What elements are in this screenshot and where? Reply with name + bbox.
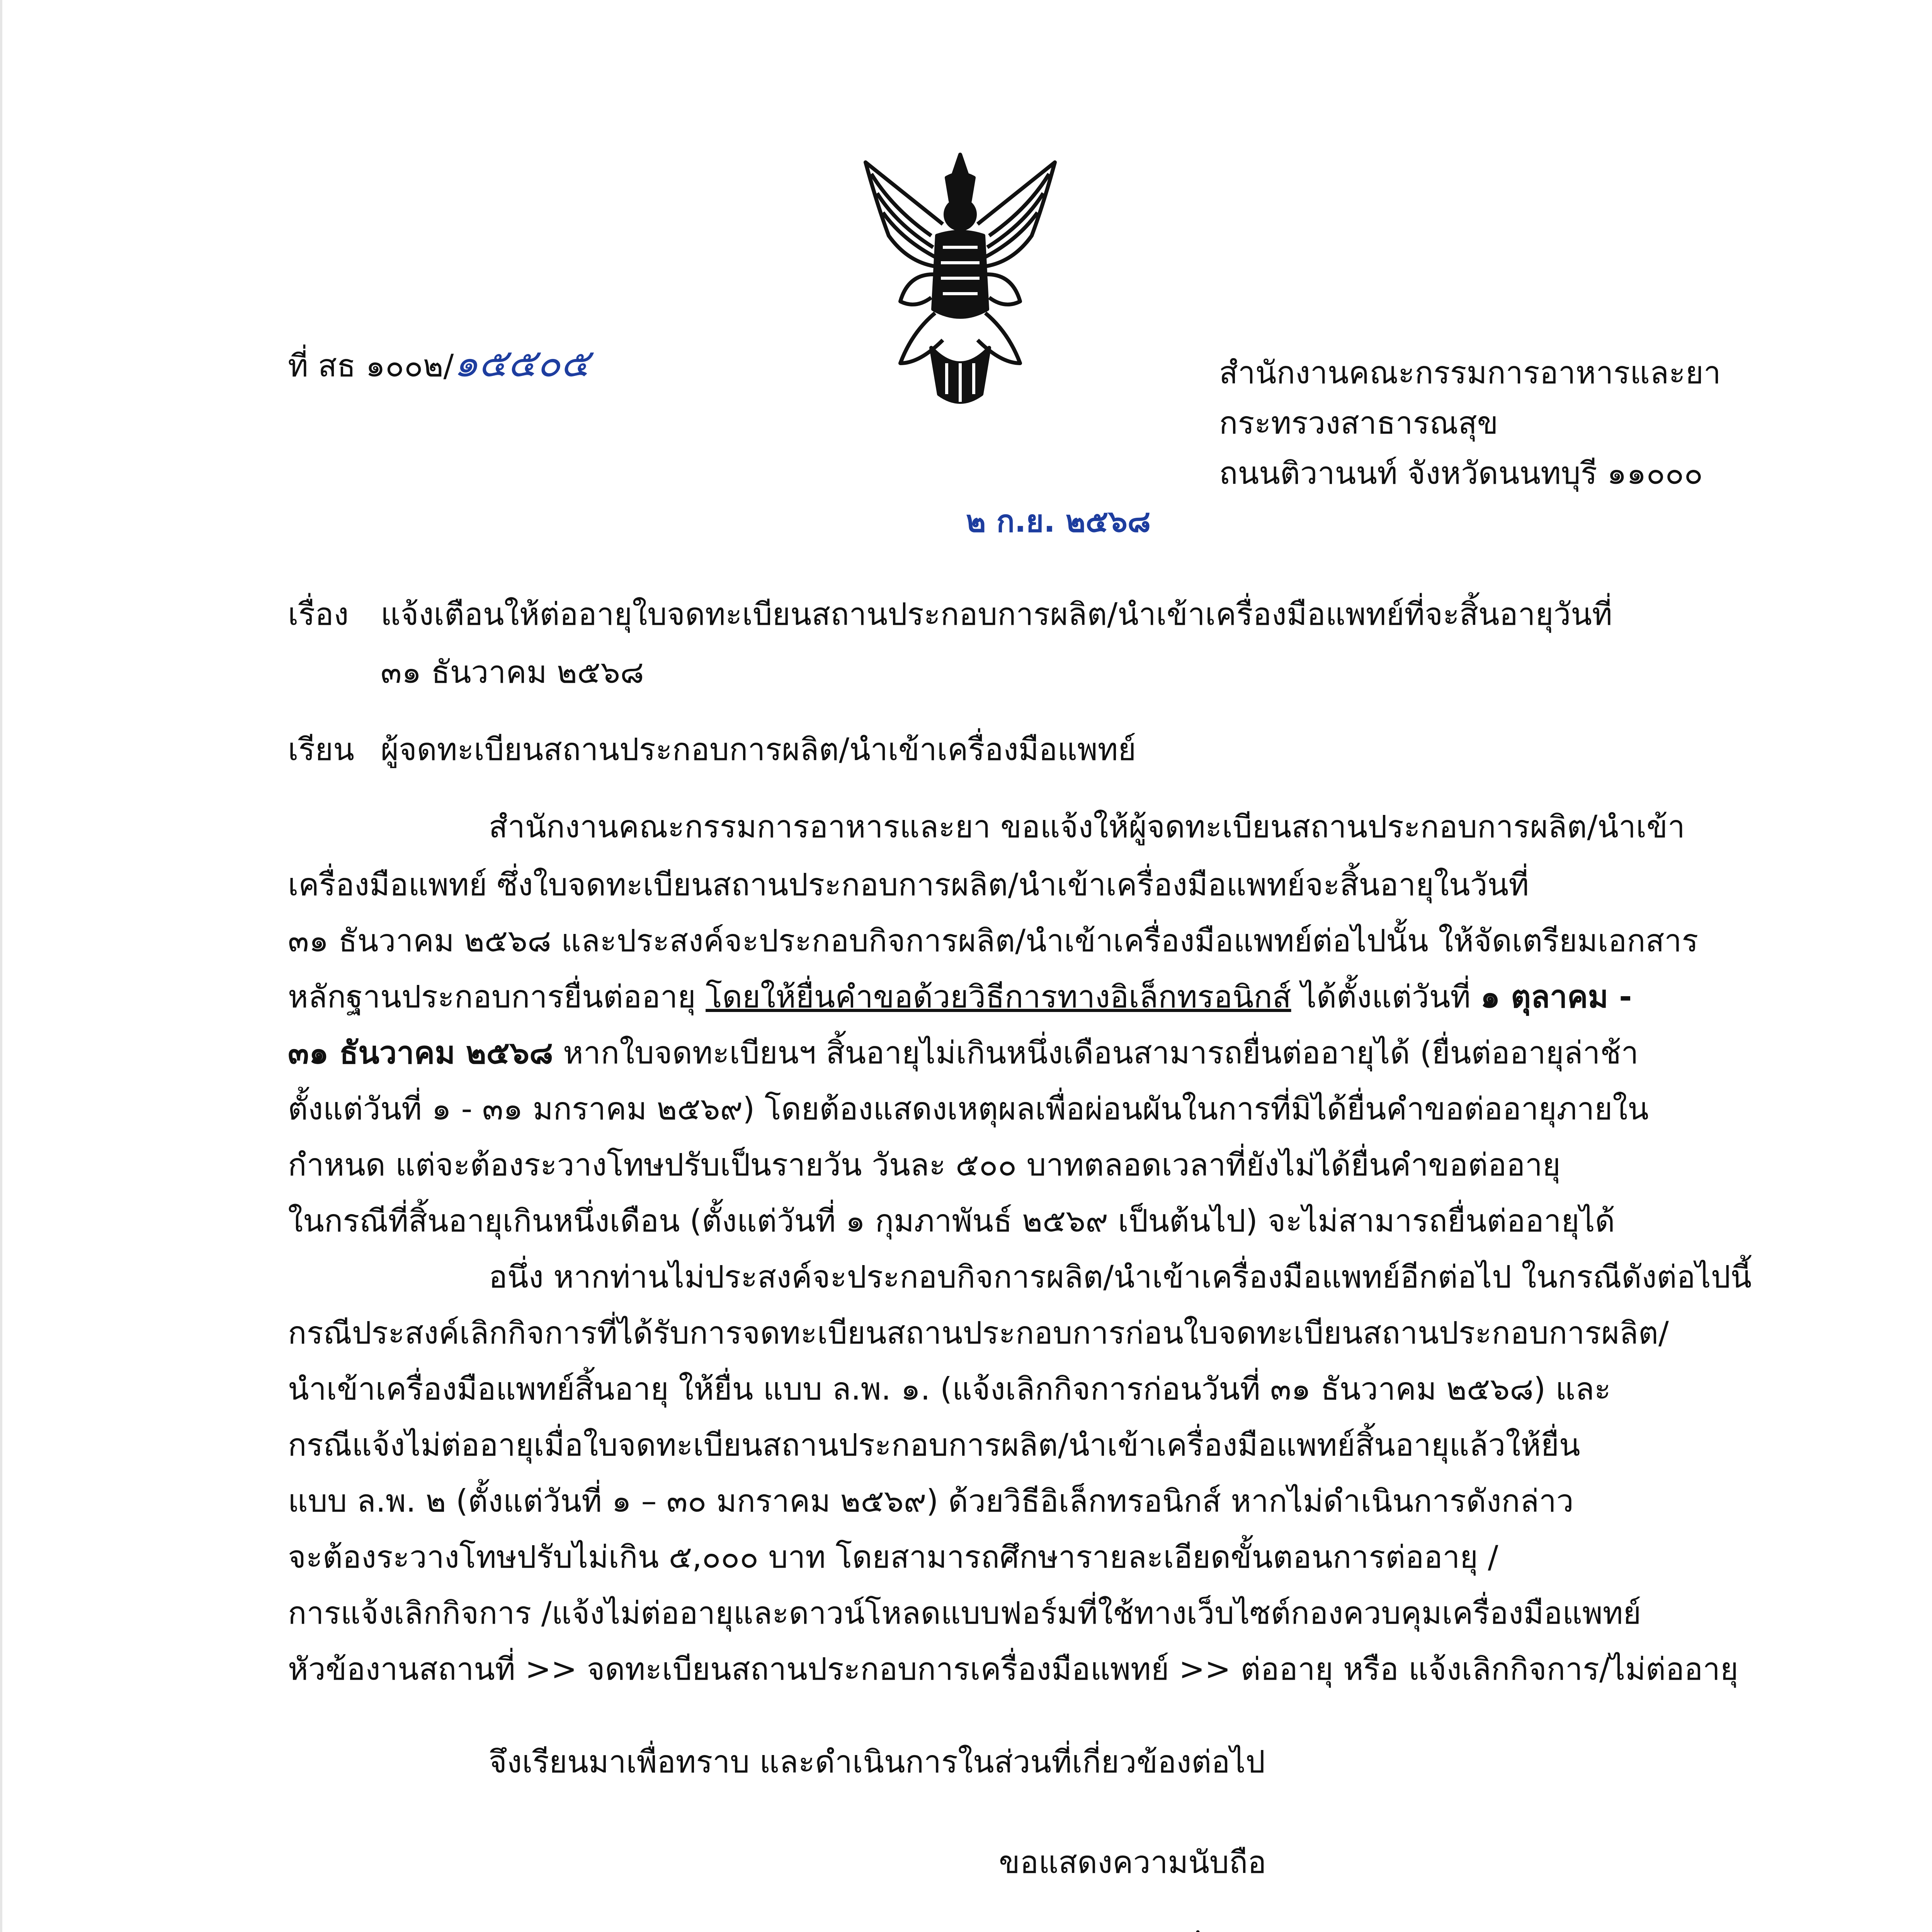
agency-name: สำนักงานคณะกรรมการอาหารและยา [1219,355,1721,391]
body-p1-line-4 [288,974,1632,1020]
body-p2-line-5: แบบ ล.พ. ๒ (ตั้งแต่วันที่ ๑ – ๓๐ มกราคม ๒๕๖๙) ด้วยวิธีอิเล็กทรอนิกส์ หากไม่ดำเนินการดังกล่าว [288,1483,1574,1519]
deadline-start-date: ๑ ตุลาคม - [1480,979,1632,1015]
electronic-filing-emphasis: โดยให้ยื่นคำขอด้วยวิธีการทางอิเล็กทรอนิกส์ [706,979,1291,1015]
body-p2-line-4: กรณีแจ้งไม่ต่ออายุเมื่อใบจดทะเบียนสถานประกอบการผลิต/นำเข้าเครื่องมือแพทย์สิ้นอายุแล้วให้ยื่น [288,1427,1580,1463]
body-p1-line-6: ตั้งแต่วันที่ ๑ - ๓๑ มกราคม ๒๕๖๙) โดยต้องแสดงเหตุผลเพื่อผ่อนผันในการที่มิได้ยื่นคำขอต่ออายุภายใน [288,1091,1649,1127]
subject-label: เรื่อง [288,596,349,632]
date-stamp: ๒ ก.ย. ๒๕๖๘ [966,504,1151,539]
body-p2-line-2: กรณีประสงค์เลิกกิจการที่ได้รับการจดทะเบียนสถานประกอบการก่อนใบจดทะเบียนสถานประกอบการผลิต/ [288,1315,1669,1351]
salutation: ขอแสดงความนับถือ [999,1844,1267,1880]
body-p1-line-8: ในกรณีที่สิ้นอายุเกินหนึ่งเดือน (ตั้งแต่วันที่ ๑ กุมภาพันธ์ ๒๕๖๙ เป็นต้นไป) จะไม่สามารถยื่นต่ออายุได้ [288,1203,1615,1239]
body-p1-line-4-a: หลักฐานประกอบการยื่นต่ออายุ [288,979,706,1015]
body-p2-line-6: จะต้องระวางโทษปรับไม่เกิน ๕,๐๐๐ บาท โดยสามารถศึกษารายละเอียดขั้นตอนการต่ออายุ / [288,1539,1498,1575]
body-p1-line-4-c: ได้ตั้งแต่วันที่ [1291,979,1481,1015]
reference-prefix: ที่ สธ ๑๐๐๒/ [288,348,454,384]
reference-line [288,340,590,389]
body-p1-line-2: เครื่องมือแพทย์ ซึ่งใบจดทะเบียนสถานประกอบการผลิต/นำเข้าเครื่องมือแพทย์จะสิ้นอายุในวันที่ [288,867,1529,903]
body-p2-line-1: อนึ่ง หากท่านไม่ประสงค์จะประกอบกิจการผลิต/นำเข้าเครื่องมือแพทย์อีกต่อไป ในกรณีดังต่อไปนี้ [489,1259,1752,1295]
deadline-end-date: ๓๑ ธันวาคม ๒๕๖๘ [288,1035,553,1071]
garuda-emblem [854,147,1066,413]
body-p1-line-3: ๓๑ ธันวาคม ๒๕๖๘ และประสงค์จะประกอบกิจการผลิต/นำเข้าเครื่องมือแพทย์ต่อไปนั้น ให้จัดเตรียมเอกสาร [288,923,1699,959]
body-p1-line-5 [288,1030,1638,1076]
closing-line: จึงเรียนมาเพื่อทราบ และดำเนินการในส่วนที่เกี่ยวข้องต่อไป [489,1744,1265,1780]
body-p2-line-7: การแจ้งเลิกกิจการ /แจ้งไม่ต่ออายุและดาวน์โหลดแบบฟอร์มที่ใช้ทางเว็บไซต์กองควบคุมเครื่องมือแพทย์ [288,1595,1641,1631]
ministry-name: กระทรวงสาธารณสุข [1219,405,1498,441]
subject-line-2: ๓๑ ธันวาคม ๒๕๖๘ [381,654,644,690]
body-p1-line-1: สำนักงานคณะกรรมการอาหารและยา ขอแจ้งให้ผู้จดทะเบียนสถานประกอบการผลิต/นำเข้า [489,809,1685,845]
body-p2-line-3: นำเข้าเครื่องมือแพทย์สิ้นอายุ ให้ยื่น แบบ ล.พ. ๑. (แจ้งเลิกกิจการก่อนวันที่ ๓๑ ธันวาคม ๒๕๖๘) และ [288,1371,1611,1407]
body-p1-line-7: กำหนด แต่จะต้องระวางโทษปรับเป็นรายวัน วันละ ๕๐๐ บาทตลอดเวลาที่ยังไม่ได้ยื่นคำขอต่ออายุ [288,1147,1561,1183]
agency-address: ถนนติวานนท์ จังหวัดนนทบุรี ๑๑๐๐๐ [1219,455,1703,491]
body-p1-line-5-b: หากใบจดทะเบียนฯ สิ้นอายุไม่เกินหนึ่งเดือนสามารถยื่นต่ออายุได้ (ยื่นต่ออายุล่าช้า [553,1035,1639,1071]
reference-number-handwritten: ๑๕๕๐๕ [454,340,590,386]
recipient-label: เรียน [288,731,354,767]
subject-line-1: แจ้งเตือนให้ต่ออายุใบจดทะเบียนสถานประกอบการผลิต/นำเข้าเครื่องมือแพทย์ที่จะสิ้นอายุวันที่ [381,596,1612,632]
recipient-text: ผู้จดทะเบียนสถานประกอบการผลิต/นำเข้าเครื่องมือแพทย์ [381,731,1136,767]
body-p2-line-8: หัวข้องานสถานที่ >> จดทะเบียนสถานประกอบการเครื่องมือแพทย์ >> ต่ออายุ หรือ แจ้งเลิกกิจการ/ไม่ต่ออายุ [288,1651,1738,1687]
handwritten-signature [1036,1909,1314,1932]
